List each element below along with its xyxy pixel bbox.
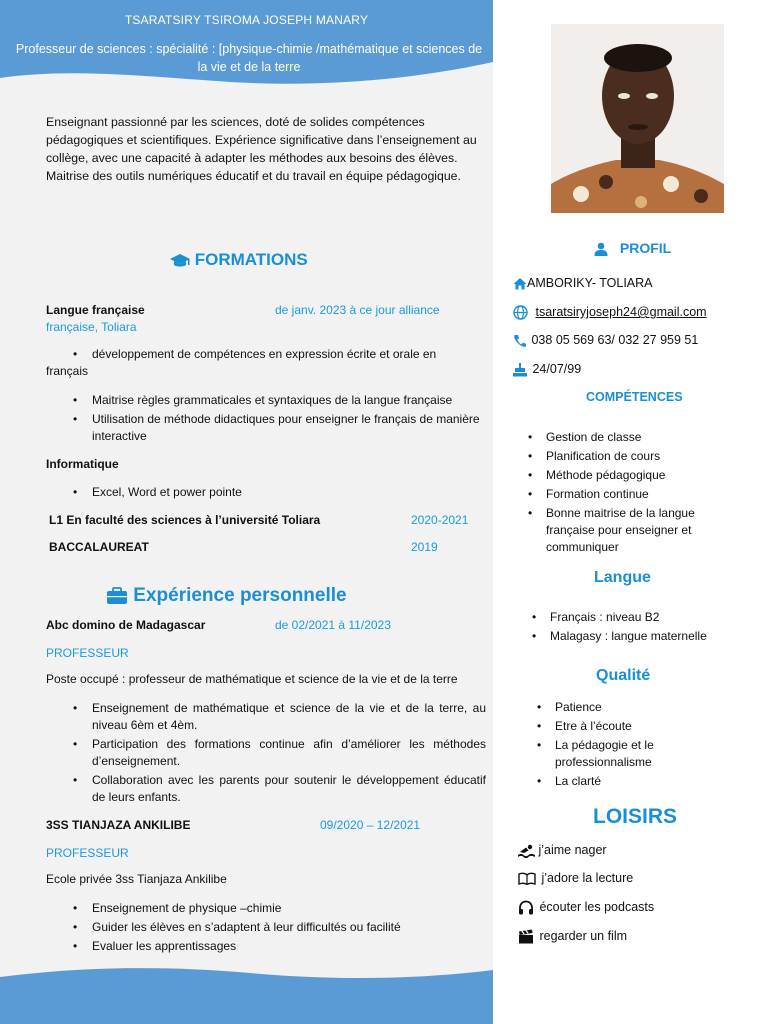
job1-company: Abc domino de Madagascar: [46, 618, 206, 632]
loisir-film: [518, 928, 627, 945]
loisir-film-text: regarder un film: [539, 929, 628, 943]
candidate-name: TSARATSIRY TSIROMA JOSEPH MANARY: [124, 13, 369, 27]
langue-list: [526, 609, 746, 647]
competences-list: [522, 429, 722, 558]
phone-text: 038 05 569 63/ 032 27 959 51: [531, 333, 699, 347]
email-line: [513, 304, 707, 321]
loisir-swim-text: j’aime nager: [538, 843, 607, 857]
list-item: • Malagasy : langue maternelle: [526, 628, 746, 645]
phone-icon: [513, 334, 526, 348]
globe-icon: [513, 305, 528, 320]
loisirs-heading: LOISIRS: [593, 805, 678, 828]
formation-bac-dates: 2019: [411, 540, 438, 554]
list-item: • Patience: [531, 699, 721, 716]
swimmer-icon: [518, 844, 535, 858]
job1-list: [46, 700, 486, 808]
list-item: • Enseignement de mathématique et science de la vie et de la terre, au niveau 6èm et 4èm.: [46, 700, 486, 734]
address-text: AMBORIKY- TOLIARA: [527, 276, 653, 290]
formation-langue-item-1-text: développement de compétences en expression écrite et orale en français: [46, 347, 437, 378]
job2-dates: 09/2020 – 12/2021: [320, 818, 421, 832]
langue-heading: Langue: [594, 569, 651, 586]
formation-l1-dates: 2020-2021: [411, 513, 469, 527]
job2-list: [46, 900, 486, 957]
person-portrait-icon: [551, 24, 724, 213]
formation-informatique-list: [46, 484, 486, 503]
headphones-icon: [518, 900, 534, 915]
job2-post: Ecole privée 3ss Tianjaza Ankilibe: [46, 872, 227, 886]
job1-post: Poste occupé : professeur de mathématique et science de la vie et de la terre: [46, 672, 458, 686]
loisir-read: [518, 870, 633, 887]
job1-dates: de 02/2021 à 11/2023: [275, 618, 391, 632]
job2-company: 3SS TIANJAZA ANKILIBE: [46, 818, 191, 832]
list-item: • Etre à l’écoute: [531, 718, 721, 735]
clapperboard-icon: [518, 929, 534, 944]
list-item: • La pédagogie et le professionnalisme: [531, 737, 721, 771]
qualite-heading: Qualité: [596, 667, 651, 684]
list-item: • Gestion de classe: [522, 429, 722, 446]
loisir-podcast-text: écouter les podcasts: [539, 900, 655, 914]
experience-title: Expérience personnelle: [133, 585, 347, 606]
list-item: • Participation des formations continue afin d’améliorer les méthodes d’enseignement.: [46, 736, 486, 770]
formation-l1-label: L1 En faculté des sciences à l’université Toliara: [49, 513, 321, 527]
profil-title: PROFIL: [619, 240, 672, 256]
birth-line: [513, 361, 581, 378]
competences-heading: COMPÉTENCES: [586, 390, 683, 404]
formation-langue-label: Langue française: [46, 303, 145, 317]
list-item: • Collaboration avec les parents pour soutenir le développement éducatif de leurs enfants.: [46, 772, 486, 806]
list-item: • Guider les élèves en s’adaptent à leur difficultés ou facilité: [46, 919, 486, 936]
graduation-cap-icon: [170, 252, 190, 270]
formation-langue-list: [46, 392, 486, 447]
list-item: • Utilisation de méthode didactiques pour enseigner le français de manière interactive: [46, 411, 486, 445]
formation-langue-dates: de janv. 2023 à ce jour alliance: [275, 303, 440, 317]
list-item: • Enseignement de physique –chimie: [46, 900, 486, 917]
qualite-list: [531, 699, 721, 792]
profil-heading: [594, 240, 671, 256]
list-item: • Planification de cours: [522, 448, 722, 465]
list-item: • Formation continue: [522, 486, 722, 503]
formations-title: FORMATIONS: [194, 250, 308, 269]
list-item: • Français : niveau B2: [526, 609, 746, 626]
loisir-swim: [518, 842, 607, 859]
list-item: • Méthode pédagogique: [522, 467, 722, 484]
birth-text: 24/07/99: [532, 362, 582, 376]
job1-role: PROFESSEUR: [46, 646, 129, 660]
home-icon: [513, 277, 527, 290]
loisir-podcast: [518, 899, 654, 916]
list-item: • Maitrise règles grammaticales et syntaxiques de la langue française: [46, 392, 486, 409]
briefcase-icon: [106, 587, 128, 605]
candidate-specialty: Professeur de sciences : spécialité : [physique-chimie /mathématique et sciences de la vie et de la terre: [15, 42, 483, 74]
list-item: • La clarté: [531, 773, 721, 790]
open-book-icon: [518, 872, 536, 885]
profile-summary: Enseignant passionné par les sciences, doté de solides compétences pédagogiques et scientifiques. Expérience significative dans l’enseignement au collège, avec une capacité à adapter les méthodes aux besoins des élèves. Maitrise des outils numériques éducatif et du travail en équipe pédagogique.: [46, 115, 477, 183]
formation-informatique-label: Informatique: [46, 457, 119, 471]
birthday-cake-icon: [513, 362, 527, 377]
formations-heading: [170, 250, 308, 270]
email-link[interactable]: tsaratsiryjoseph24@gmail.com: [535, 305, 707, 319]
formation-bac-label: BACCALAUREAT: [49, 540, 149, 554]
phone-line: [513, 332, 698, 349]
list-item: • Bonne maitrise de la langue française pour enseigner et communiquer: [522, 505, 722, 556]
header-banner: [0, 0, 493, 90]
formation-langue-place: française, Toliara: [46, 320, 137, 334]
address-line: [513, 275, 653, 292]
list-item: • Evaluer les apprentissages: [46, 938, 486, 955]
list-item: • Excel, Word et power pointe: [46, 484, 486, 501]
loisir-read-text: j’adore la lecture: [541, 871, 634, 885]
profile-photo: [551, 24, 724, 213]
job2-role: PROFESSEUR: [46, 846, 129, 860]
user-icon: [594, 242, 608, 256]
footer-wave: [0, 965, 493, 1024]
formation-langue-item-1: • développement de compétences en expression écrite et orale en français: [46, 347, 437, 378]
experience-heading: [106, 585, 347, 607]
